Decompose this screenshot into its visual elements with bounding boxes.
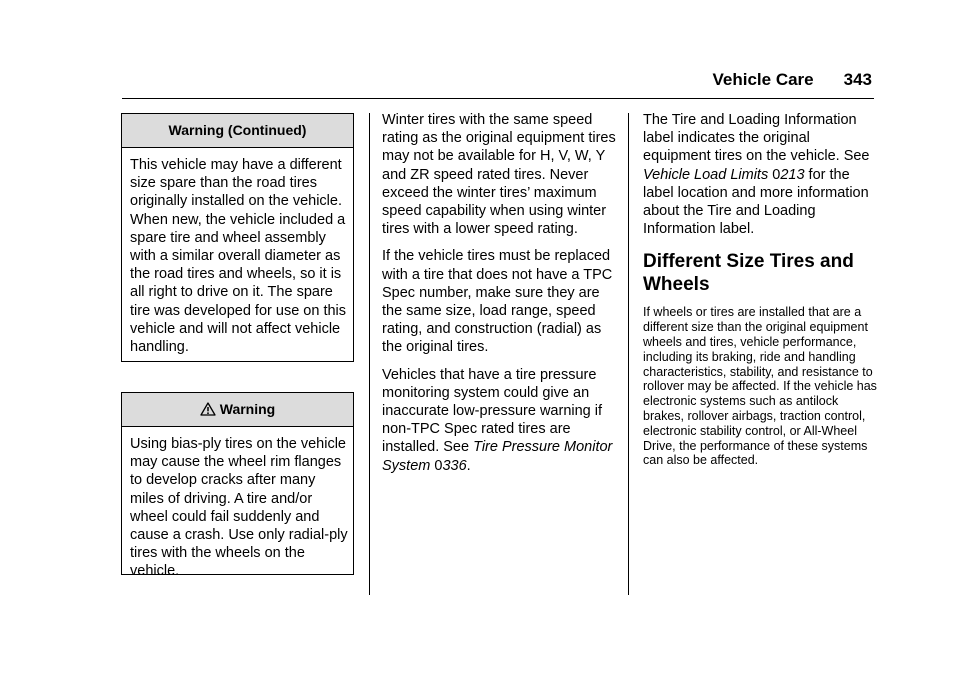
warning-title: Warning	[219, 401, 276, 417]
winter-tires-paragraph: Winter tires with the same speed rating as the original equipment tires may not be available for H, V, W, Y and ZR speed rated tires. Never exceed the winter tires’ maximum speed capability when using winter tires with a lower speed rating.	[382, 112, 616, 238]
header-rule	[122, 98, 874, 99]
column-divider-1	[369, 113, 370, 595]
load-limits-reference-link[interactable]: Vehicle Load Limits	[643, 166, 769, 183]
section-title: Vehicle Care	[712, 70, 814, 89]
tpms-reference-link[interactable]: Tire Pressure Monitor System	[382, 439, 613, 474]
page-ref-arrow-icon: 0	[434, 457, 443, 474]
warning-box	[121, 392, 354, 580]
warning-continued-box	[121, 113, 354, 362]
page-header	[713, 70, 873, 90]
warning-triangle-icon	[200, 402, 216, 416]
warning-continued-title: Warning (Continued)	[122, 114, 353, 148]
page-ref-arrow-icon: 0	[772, 166, 781, 183]
warning-continued-body: This vehicle may have a different size spare than the road tires originally installed on the vehicle. When new, the vehicle included a spare tire and wheel assembly with a similar overall diameter as the road tires and wheels, so it is all right to drive on it. The spare tire was developed for use on this vehicle and will not affect vehicle handling.	[130, 157, 347, 356]
different-size-paragraph: If wheels or tires are installed that are a different size than the original equipment wheels and tires, vehicle performance, including its braking, ride and handling characteristics, stability, and resistance to rollover may be affected. If the vehicle has electronic systems such as antilock brakes, rollover airbags, traction control, electronic stability control, or All-Wheel Drive, the performance of these systems can also be affected.	[643, 305, 877, 468]
tpms-paragraph: Vehicles that have a tire pressure monitoring system could give an inaccurate low-pressure warning if non-TPC Spec rated tires are installed. See Tire Pressure Monitor System 0336.	[382, 366, 613, 474]
tpms-page-ref[interactable]: 336	[442, 457, 467, 474]
column-divider-2	[628, 113, 629, 595]
load-limits-page-ref[interactable]: 213	[780, 166, 805, 183]
warning-body: Using bias-ply tires on the vehicle may cause the wheel rim flanges to develop cracks after many miles of driving. A tire and/or wheel could fail suddenly and cause a crash. Use only radial-ply tires with the wheels on the vehicle.	[130, 436, 348, 580]
section-heading: Different Size Tires and Wheels	[643, 251, 854, 296]
column-3	[643, 111, 879, 477]
page-number: 343	[843, 70, 872, 89]
column-2	[382, 111, 618, 484]
tire-label-paragraph: The Tire and Loading Information label indicates the original equipment tires on the vehicle. See Vehicle Load Limits 0213 for the label location and more information about the Tire and Loading Information label.	[643, 112, 870, 238]
replacement-tires-paragraph: If the vehicle tires must be replaced with a tire that does not have a TPC Spec number, make sure they are the same size, load range, speed rating, and construction (radial) as the original tires.	[382, 248, 613, 356]
warning-header	[122, 393, 353, 427]
